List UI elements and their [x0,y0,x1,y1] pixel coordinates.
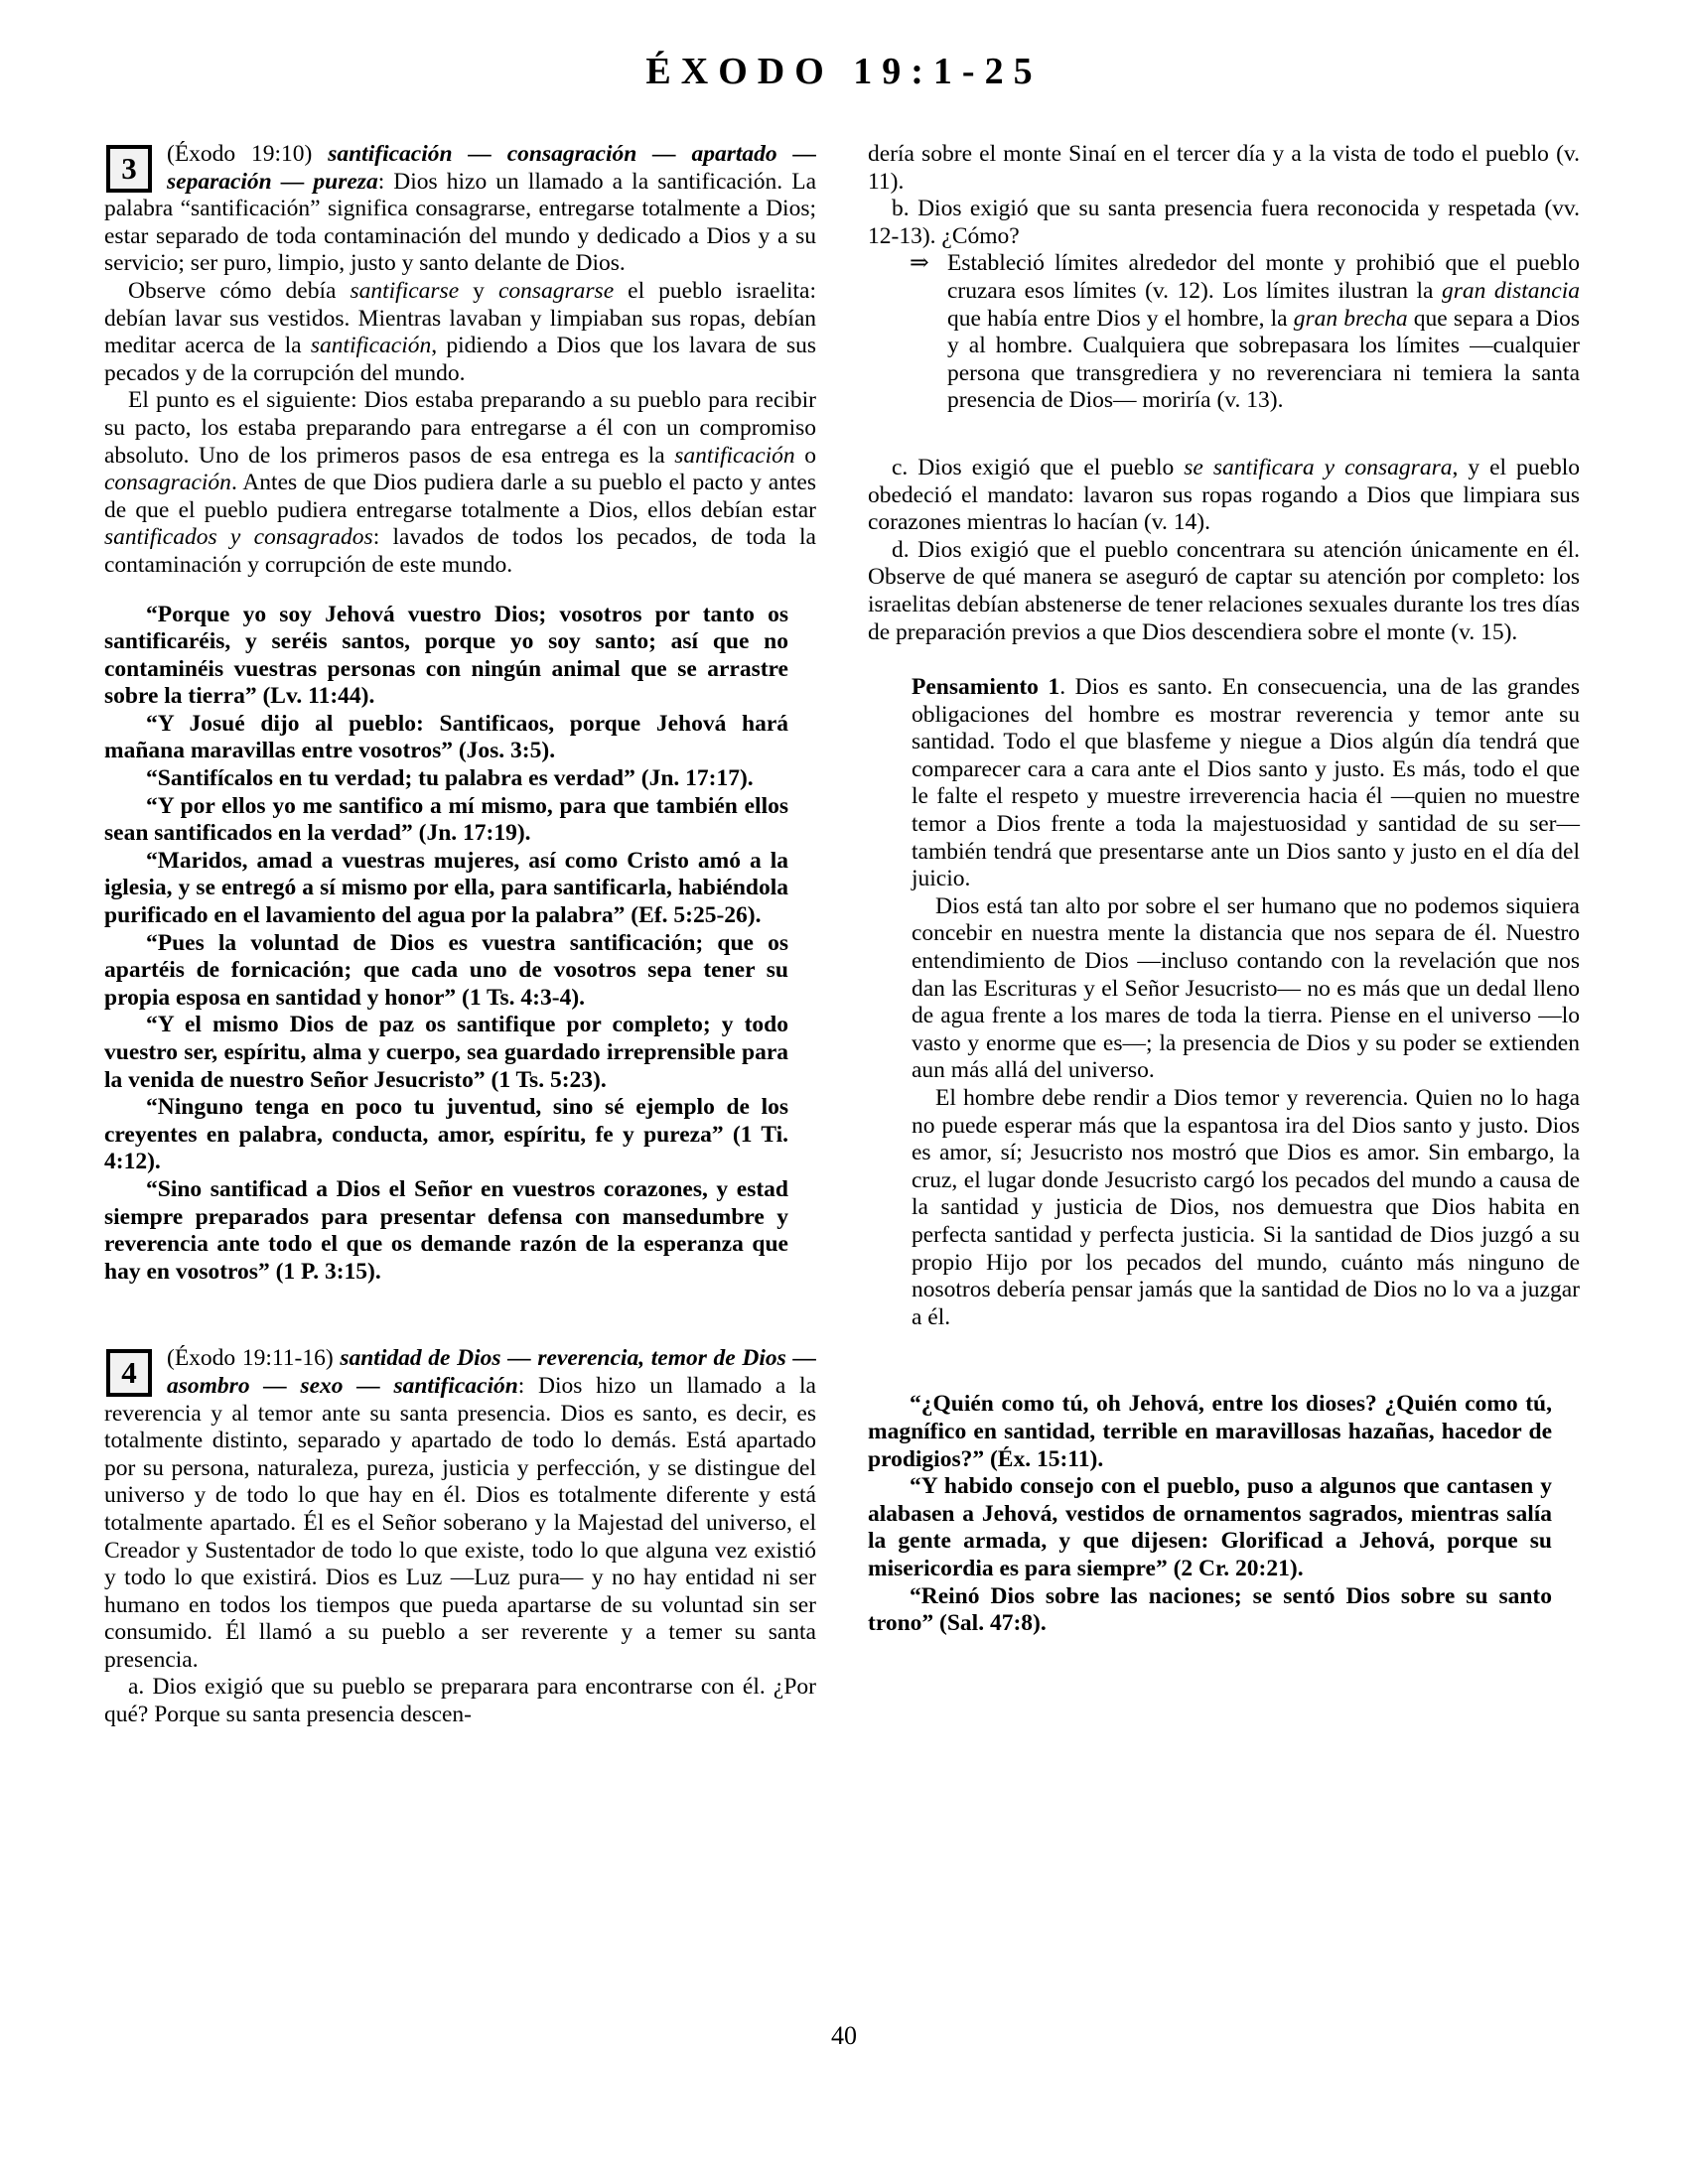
paragraph-text: “Sino santificad a Dios el Señor en vuestros corazones, y estad siempre preparados para presentar defensa con mansedumbre y reverencia ante todo el que os demande razón de la esperanza que hay en vosotros” (1 P. 3:15). [104,1175,788,1285]
thought-paragraph [912,893,1580,1085]
double-arrow-icon: ⇒ [910,250,929,277]
section-number-box: 3 [106,145,152,193]
paragraph-text: “Y habido consejo con el pueblo, puso a algunos que cantasen y alabasen a Jehová, vestidos de ornamentos sagrados, mientras salía la gente armada, y que dijesen: Glorificad a Jehová, porque su misericordia es para siempre” (2 Cr. 20:21). [868,1473,1552,1581]
paragraph-text: Dios está tan alto por sobre el ser humano que no podemos siquiera concebir en nuestra mente la distancia que nos separa de él. Nuestro entendimiento de Dios —incluso contando con la revelación que nos dan las Escrituras y el Señor Jesucristo— no es más que un dedal lleno de agua frente a los mares de toda la tierra. Piense en el universo —lo vasto y enorme que es—; la presencia de Dios y su poder se extienden aun más allá del universo. [912,892,1580,1084]
scripture-quote [104,848,788,930]
two-column-body [104,141,1581,1729]
paragraph-text: “Maridos, amad a vuestras mujeres, así como Cristo amó a la iglesia, y se entregó a sí mismo por ella, para santificarla, habiéndola purificado en el lavamiento del agua por la palabra” (Ef. 5:25-26). [104,847,788,929]
scripture-quote [104,765,788,793]
paragraph-text: (Éxodo 19:10) santificación — consagración — apartado — separación — pureza: Dios hizo un llamado a la santificación. La palabra “santificación” significa consagrarse, entregarse totalmente a Dios; estar separado de toda contaminación del mundo y dedicado a Dios y a su servicio; ser puro, limpio, justo y santo delante de Dios. [104,141,816,277]
body-paragraph [868,196,1580,250]
body-paragraph [104,1674,816,1728]
scripture-quote [104,602,788,711]
right-column [868,141,1580,1729]
paragraph-text: “Porque yo soy Jehová vuestro Dios; vosotros por tanto os santificaréis, y seréis santos, porque yo soy santo; así que no contaminéis vuestras personas con ningún animal que se arrastre sobre la tierra” (Lv. 11:44). [104,601,788,710]
scripture-quote [104,1012,788,1094]
scripture-quote [868,1473,1552,1582]
paragraph-text: “Y por ellos yo me santifico a mí mismo, para que también ellos sean santificados en la verdad” (Jn. 17:19). [104,792,788,847]
paragraph-text: “Y Josué dijo al pueblo: Santificaos, porque Jehová hará mañana maravillas entre vosotros” (Jos. 3:5). [104,710,788,764]
scripture-quote [868,1391,1552,1473]
paragraph-text: “Santifícalos en tu verdad; tu palabra es verdad” (Jn. 17:17). [146,765,754,792]
scripture-quote [104,793,788,848]
page-number: 40 [831,2021,857,2050]
scripture-quote [104,1176,788,1286]
paragraph-text: c. Dios exigió que el pueblo se santificara y consagrara, y el pueblo obedeció el mandato: lavaron sus ropas rogando a Dios que limpiara sus corazones mientras lo hacían (v. 14). [868,454,1580,536]
paragraph-text: Observe cómo debía santificarse y consagrarse el pueblo israelita: debían lavar sus vestidos. Mientras lavaban y limpiaban sus ropas, debían meditar acerca de la santificación, pidiendo a Dios que los lavara de sus pecados y de la corrupción del mundo. [104,277,817,386]
arrow-item-text: Estableció límites alrededor del monte y prohibió que el pueblo cruzara esos límites (v. 12). Los límites ilustran la gran distancia que había entre Dios y el hombre, la gran brecha que separa a Dios y al hombre. Cualquiera que sobrepasara los límites —cualquier persona que transgrediera y no reverenciara ni temiera la santa presencia de Dios— moriría (v. 13). [947,250,1581,414]
section-paragraph [104,141,816,278]
scripture-quote [104,711,788,765]
scripture-quote [104,930,788,1013]
paragraph-text: a. Dios exigió que su pueblo se preparara para encontrarse con él. ¿Por qué? Porque su santa presencia descen- [104,1674,816,1728]
body-paragraph [104,387,816,579]
arrow-list-item [868,250,1580,415]
scripture-quote [104,1094,788,1176]
paragraph-text: “Reinó Dios sobre las naciones; se sentó Dios sobre su santo trono” (Sal. 47:8). [868,1582,1552,1637]
paragraph-text: “¿Quién como tú, oh Jehová, entre los dioses? ¿Quién como tú, magnífico en santidad, terrible en maravillosas hazañas, hacedor de prodigios?” (Éx. 15:11). [868,1391,1552,1472]
page-header-title: ÉXODO 19:1-25 [645,51,1043,92]
paragraph-text: El hombre debe rendir a Dios temor y reverencia. Quien no lo haga no puede esperar más que la espantosa ira del Dios santo y justo. Dios es amor, sí; Jesucristo nos mostró que Dios es amor. Sin embargo, la cruz, el lugar donde Jesucristo cargó los pecados del mundo a causa de la santidad y justicia de Dios, nos demuestra que Dios habita en perfecta santidad y perfecta justicia. Si la santidad de Dios juzgó a su propio Hijo por los pecados del mundo, cuánto más ninguno de nosotros debería pensar jamás que la santidad de Dios no lo va a juzgar a él. [912,1085,1580,1330]
paragraph-text: “Ninguno tenga en poco tu juventud, sino sé ejemplo de los creyentes en palabra, conducta, amor, espíritu, fe y pureza” (1 Ti. 4:12). [104,1094,788,1175]
paragraph-text: dería sobre el monte Sinaí en el tercer día y a la vista de todo el pueblo (v. 11). [868,141,1580,195]
paragraph-text: b. Dios exigió que su santa presencia fuera reconocida y respetada (vv. 12-13). ¿Cómo? [868,196,1580,249]
thought-paragraph [912,674,1580,893]
left-column [104,141,816,1729]
paragraph-text: (Éxodo 19:11-16) santidad de Dios — reverencia, temor de Dios — asombro — sexo — santificación: Dios hizo un llamado a la reverencia y al temor ante su santa presencia. Dios es santo, es decir, es totalmente distinto, separado y apartado de todo lo demás. Está apartado por su persona, naturaleza, pureza, justicia y perfección, y se distingue del universo y de todo lo que hay en él. Dios es totalmente diferente y está totalmente apartado. Él es el Señor soberano y la Majestad del universo, el Creador y Sustentador de todo lo que existe, todo lo que alguna vez existió y todo lo que existirá. Dios es Luz —Luz pura— y no hay entidad ni ser humano en todos los tiempos que pueda apartarse de su voluntad sin ser consumido. Él llamó a su pueblo a ser reverente y a temer su santa presencia. [104,1345,816,1673]
paragraph-text: El punto es el siguiente: Dios estaba preparando a su pueblo para recibir su pacto, los estaba preparando para entregarse a él con un compromiso absoluto. Uno de los primeros pasos de esa entrega es la santificación o consagración. Antes de que Dios pudiera darle a su pueblo el pacto y antes de que el pueblo pudiera entregarse totalmente a Dios, ellos debían estar santificados y consagrados: lavados de todos los pecados, de toda la contaminación y corrupción de este mundo. [104,387,816,578]
scripture-quote [868,1583,1552,1638]
paragraph-text: “Y el mismo Dios de paz os santifique por completo; y todo vuestro ser, espíritu, alma y cuerpo, sea guardado irreprensible para la venida de nuestro Señor Jesucristo” (1 Ts. 5:23). [104,1012,788,1093]
paragraph-text: Pensamiento 1. Dios es santo. En consecuencia, una de las grandes obligaciones del hombre es mostrar reverencia y temor ante su santidad. Todo el que blasfeme y niegue a Dios algún día tendrá que comparecer cara a cara ante el Dios santo y justo. Es más, todo el que le falte el respeto y muestre irreverencia hacia él —quien no muestre temor a Dios frente a toda la majestuosidad y santidad de su ser— también tendrá que presentarse ante un Dios santo y justo en el día del juicio. [912,674,1580,892]
body-paragraph [868,455,1580,537]
body-paragraph [104,278,816,387]
section-number-box: 4 [106,1349,152,1397]
body-paragraph [868,537,1580,646]
section-paragraph [104,1345,816,1674]
paragraph-text: d. Dios exigió que el pueblo concentrara su atención únicamente en él. Observe de qué manera se aseguró de captar su atención por completo: los israelitas debían abstenerse de tener relaciones sexuales durante los tres días de preparación previos a que Dios descendiera sobre el monte (v. 15). [868,536,1580,645]
paragraph-text: “Pues la voluntad de Dios es vuestra santificación; que os apartéis de fornicación; que cada uno de vosotros sepa tener su propia esposa en santidad y honor” (1 Ts. 4:3-4). [104,929,788,1011]
body-paragraph [868,141,1580,196]
thought-paragraph [912,1085,1580,1331]
